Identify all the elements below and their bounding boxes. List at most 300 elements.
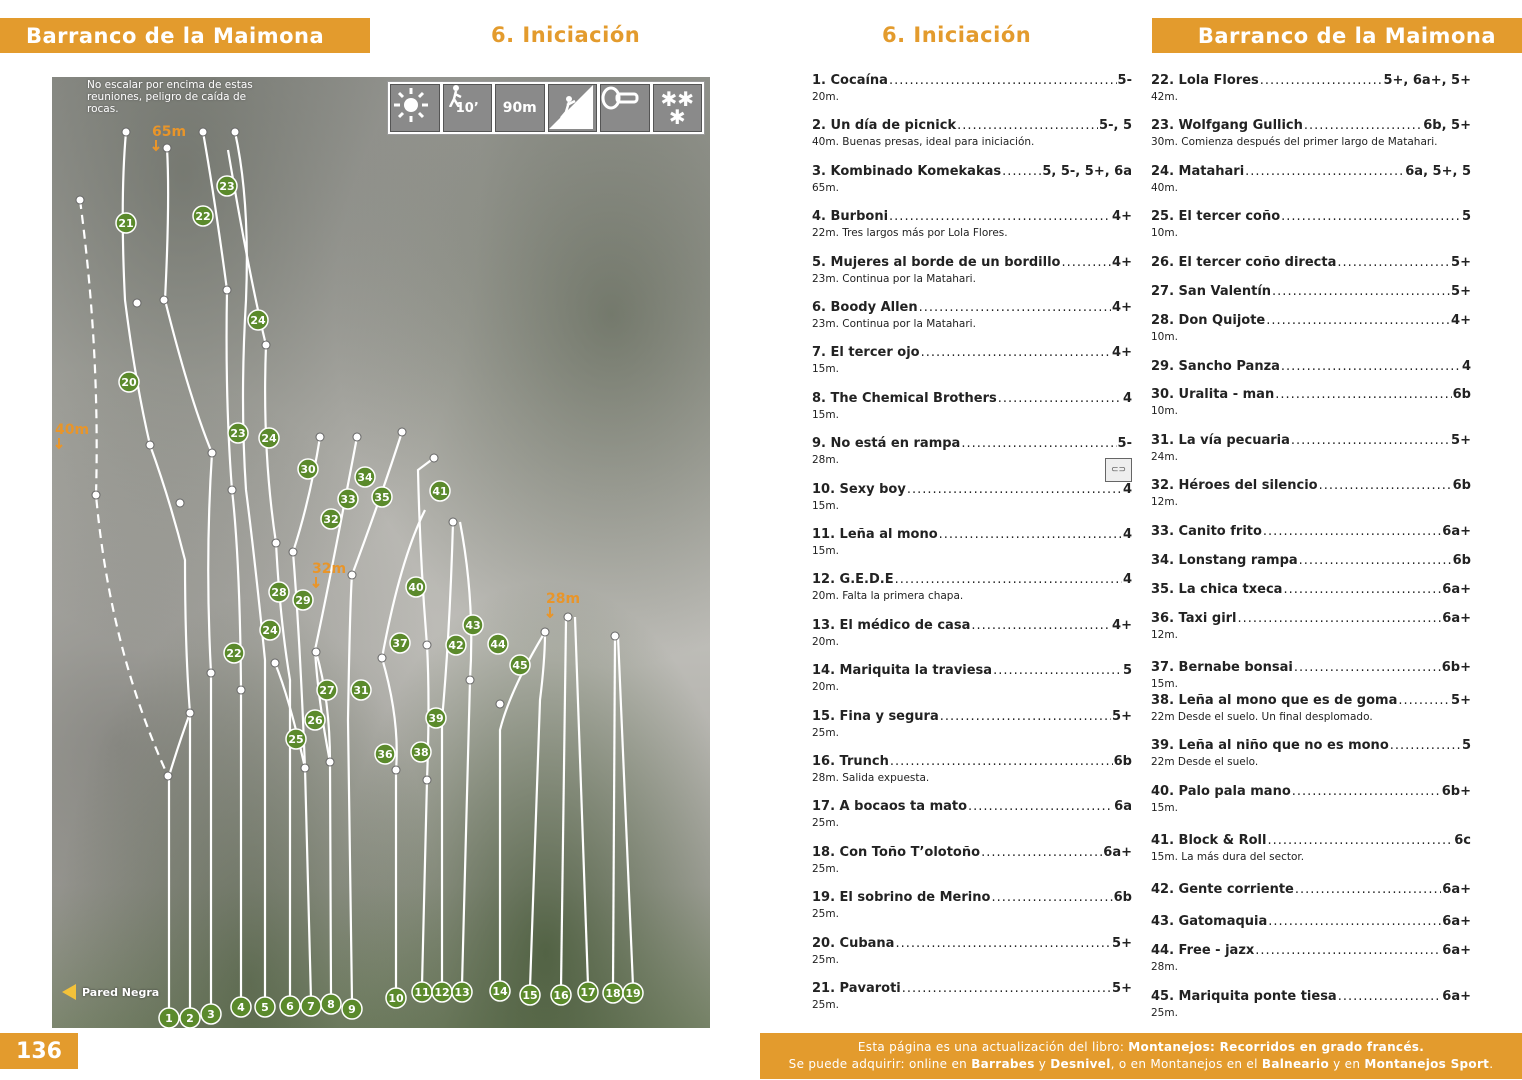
route-name: 43. Gatomaquia (1151, 914, 1268, 929)
route-title-line (812, 571, 1132, 588)
descent-arrow-icon (56, 438, 62, 448)
route-entry (812, 208, 1132, 240)
route-badge-number: 7 (307, 1000, 315, 1013)
route-title-line (1151, 208, 1471, 225)
route-title-line (1151, 163, 1471, 180)
route-note: 10m. (1151, 405, 1178, 417)
route-note: 65m. (812, 182, 839, 194)
pared-negra-link[interactable] (62, 984, 159, 1000)
route-note: 12m. (1151, 629, 1178, 641)
route-title-line (1151, 432, 1471, 449)
route-name: 13. El médico de casa (812, 618, 971, 633)
leader-dots (961, 435, 1116, 452)
route-badge-number: 24 (250, 314, 266, 327)
quickdraw-icon (600, 84, 650, 132)
route-grade: 4+ (1451, 313, 1471, 328)
leader-dots (1061, 254, 1111, 271)
footer-text: . (1489, 1057, 1494, 1071)
route-badge-number: 34 (357, 471, 373, 484)
route-title-line (812, 935, 1132, 952)
route-name: 26. El tercer coño directa (1151, 255, 1337, 270)
route-note: 28m. Salida expuesta. (812, 772, 930, 784)
route-badge-number: 3 (207, 1008, 215, 1021)
route-grade: 6c (1454, 833, 1471, 848)
route-badge (452, 982, 472, 1002)
route-title-line (1151, 523, 1471, 540)
route-badge (217, 176, 237, 196)
route-badge-number: 19 (625, 987, 641, 1000)
route-badge (375, 744, 395, 764)
route-name: 20. Cubana (812, 936, 895, 951)
leader-dots (957, 117, 1098, 134)
route-name: 14. Mariquita la traviesa (812, 663, 993, 678)
route-grade: 5+ (1451, 693, 1471, 708)
route-badge (280, 996, 300, 1016)
route-note: 40m. Buenas presas, ideal para iniciación. (812, 136, 1035, 148)
route-entry (1151, 832, 1471, 864)
route-badge-number: 18 (605, 987, 621, 1000)
leader-dots (981, 844, 1102, 861)
route-title-line (812, 72, 1132, 89)
route-name: 12. G.E.D.E (812, 572, 894, 587)
route-grade: 5- (1117, 73, 1132, 88)
leader-dots (1294, 659, 1441, 676)
leader-dots (939, 526, 1122, 543)
route-note: 40m. (1151, 182, 1178, 194)
leader-dots (1281, 358, 1461, 375)
route-badge-number: 44 (490, 638, 506, 651)
route-grade: 6a+ (1442, 943, 1471, 958)
route-entry (812, 889, 1132, 921)
route-note: 28m. (812, 454, 839, 466)
route-grade: 4+ (1112, 618, 1132, 633)
leader-dots (895, 571, 1122, 588)
route-grade: 6b (1113, 754, 1132, 769)
route-entry (1151, 477, 1471, 509)
route-badge (603, 983, 623, 1003)
route-badge-number: 28 (271, 586, 287, 599)
route-grade: 6b (1113, 890, 1132, 905)
route-badge-number: 31 (353, 684, 369, 697)
route-badge (551, 985, 571, 1005)
leader-dots (902, 980, 1111, 997)
route-badge (116, 213, 136, 233)
route-name: 39. Leña al niño que no es mono (1151, 738, 1389, 753)
route-entry (812, 526, 1132, 558)
route-title-line (1151, 386, 1471, 403)
route-title-line (1151, 283, 1471, 300)
route-title-line (1151, 477, 1471, 494)
route-name: 21. Pavaroti (812, 981, 901, 996)
route-badge (255, 997, 275, 1017)
route-title-line (1151, 581, 1471, 598)
route-badge (430, 481, 450, 501)
route-name: 42. Gente corriente (1151, 882, 1294, 897)
route-badge (510, 655, 530, 675)
route-title-line (1151, 783, 1471, 800)
rope-length-icon: 90m (495, 84, 545, 132)
route-badge (159, 1008, 179, 1028)
route-note: 20m. (812, 91, 839, 103)
route-note: 20m. (812, 636, 839, 648)
route-badge-number: 17 (580, 986, 596, 999)
leader-dots (1002, 163, 1041, 180)
route-badge-number: 35 (374, 491, 390, 504)
leader-dots (1295, 881, 1441, 898)
route-grade: 4 (1122, 572, 1132, 587)
route-grade: 6a+ (1442, 582, 1471, 597)
route-name: 9. No está en rampa (812, 436, 961, 451)
footer-text: , o en Montanejos en el (1110, 1057, 1262, 1071)
right-area-title: Barranco de la Maimona (1152, 18, 1522, 53)
leader-dots (1272, 283, 1450, 300)
arrow-left-icon (62, 984, 76, 1000)
leader-dots (1263, 523, 1441, 540)
route-badge-number: 33 (340, 493, 356, 506)
route-name: 16. Trunch (812, 754, 889, 769)
quickdraw-note-icon: ⊂⊃ (1105, 458, 1132, 482)
route-badge-number: 8 (327, 998, 335, 1011)
leader-dots (890, 753, 1113, 770)
route-grade: 4 (1461, 359, 1471, 374)
route-name: 32. Héroes del silencio (1151, 478, 1318, 493)
route-badge-number: 11 (414, 986, 430, 999)
route-name: 27. San Valentín (1151, 284, 1272, 299)
route-entry (1151, 117, 1471, 149)
route-title-line (812, 617, 1132, 634)
route-name: 44. Free - jazx (1151, 943, 1255, 958)
route-entry (1151, 659, 1471, 691)
leader-dots (1299, 552, 1452, 569)
route-badge (286, 729, 306, 749)
route-title-line (1151, 312, 1471, 329)
route-title-line (812, 980, 1132, 997)
route-note: 15m. (1151, 678, 1178, 690)
route-note: 10m. (1151, 331, 1178, 343)
route-entry (812, 299, 1132, 331)
route-badge (490, 981, 510, 1001)
route-note: 22m Desde el suelo. (1151, 756, 1259, 768)
route-badge (446, 635, 466, 655)
route-note: 12m. (1151, 496, 1178, 508)
route-badge (355, 467, 375, 487)
height-labels (55, 124, 580, 617)
route-title-line (812, 662, 1132, 679)
route-title-line (812, 481, 1132, 498)
route-grade: 4 (1122, 391, 1132, 406)
route-entry (812, 163, 1132, 195)
route-grade: 5 (1461, 209, 1471, 224)
leader-dots (1338, 988, 1442, 1005)
route-badge (390, 633, 410, 653)
route-name: 11. Leña al mono (812, 527, 938, 542)
route-badge (260, 620, 280, 640)
route-grade: 5 (1122, 663, 1132, 678)
route-note: 25m. (812, 954, 839, 966)
route-grade: 6b+ (1441, 784, 1471, 799)
pared-negra-label: Pared Negra (82, 985, 160, 999)
route-name: 17. A bocaos ta mato (812, 799, 968, 814)
route-entry (1151, 163, 1471, 195)
route-badge (488, 634, 508, 654)
route-name: 6. Boody Allen (812, 300, 918, 315)
route-grade: 5 (1461, 738, 1471, 753)
route-title-line (812, 117, 1132, 134)
route-entry (812, 435, 1132, 467)
leader-dots (993, 662, 1122, 679)
route-title-line (812, 299, 1132, 316)
route-grade: 6b (1452, 553, 1471, 568)
route-grade: 5+ (1451, 433, 1471, 448)
route-grade: 5+ (1112, 981, 1132, 996)
leader-dots (1255, 942, 1441, 959)
route-title-line (812, 708, 1132, 725)
route-entry (1151, 386, 1471, 418)
leader-dots (1238, 610, 1442, 627)
route-title-line (812, 844, 1132, 861)
route-badge (372, 487, 392, 507)
route-entry (1151, 942, 1471, 974)
route-note: 30m. Comienza después del primer largo de Matahari. (1151, 136, 1438, 148)
route-note: 15m. (812, 363, 839, 375)
leader-dots (971, 617, 1111, 634)
route-entry (1151, 988, 1471, 1020)
route-badge-number: 43 (465, 619, 481, 632)
route-entry (1151, 692, 1471, 724)
left-area-title: Barranco de la Maimona (0, 18, 370, 53)
route-badge-number: 10 (388, 992, 404, 1005)
route-note: 25m. (812, 727, 839, 739)
route-title-line (1151, 117, 1471, 134)
route-entry (1151, 523, 1471, 540)
route-badge (351, 680, 371, 700)
route-note: 24m. (1151, 451, 1178, 463)
leader-dots (1283, 581, 1441, 598)
route-title-line (812, 344, 1132, 361)
route-badge (386, 988, 406, 1008)
route-grade: 5-, 5 (1099, 118, 1132, 133)
route-badge-number: 4 (237, 1001, 245, 1014)
stars-icon: ✱✱ ✱ (653, 84, 703, 132)
route-grade: 6a+ (1442, 611, 1471, 626)
route-badge-number: 15 (522, 989, 538, 1002)
leader-dots (1268, 913, 1441, 930)
route-entry (1151, 783, 1471, 815)
leader-dots (1337, 254, 1450, 271)
route-title-line (1151, 692, 1471, 709)
route-badge-number: 32 (323, 513, 339, 526)
route-note: 20m. (812, 681, 839, 693)
route-badge (224, 643, 244, 663)
route-badge (317, 680, 337, 700)
route-badge (293, 590, 313, 610)
route-entry (812, 935, 1132, 967)
route-badge-number: 30 (300, 463, 316, 476)
route-entry (1151, 283, 1471, 300)
route-title-line (1151, 552, 1471, 569)
route-title-line (1151, 659, 1471, 676)
left-section-title: 6. Iniciación (491, 23, 641, 47)
route-badge-number: 23 (219, 180, 235, 193)
sun-icon (390, 84, 440, 132)
route-title-line (812, 435, 1132, 452)
route-entry (1151, 610, 1471, 642)
route-grade: 6a+ (1442, 524, 1471, 539)
leader-dots (998, 390, 1122, 407)
route-title-line (1151, 610, 1471, 627)
route-name: 22. Lola Flores (1151, 73, 1259, 88)
route-title-line (812, 753, 1132, 770)
leader-dots (991, 889, 1112, 906)
route-title-line (812, 163, 1132, 180)
route-grade: 5, 5-, 5+, 6a (1042, 164, 1132, 179)
route-badge (578, 982, 598, 1002)
route-grade: 4 (1122, 527, 1132, 542)
route-entry (812, 72, 1132, 104)
route-title-line (812, 208, 1132, 225)
route-note: 25m. (1151, 1007, 1178, 1019)
route-note: 25m. (812, 908, 839, 920)
route-name: 18. Con Toño T’olotoño (812, 845, 981, 860)
route-entry (812, 617, 1132, 649)
route-badge (463, 615, 483, 635)
height-label: 65m (152, 124, 187, 140)
route-badge (201, 1004, 221, 1024)
route-badge-number: 21 (118, 217, 134, 230)
book-title: Montanejos: Recorridos en grado francés. (1128, 1040, 1425, 1054)
route-badge-number: 38 (413, 746, 429, 759)
route-name: 19. El sobrino de Merino (812, 890, 991, 905)
leader-dots (1275, 386, 1451, 403)
route-badge-number: 5 (261, 1001, 269, 1014)
route-title-line (1151, 737, 1471, 754)
route-badge (305, 710, 325, 730)
route-entry (1151, 737, 1471, 769)
route-badge (231, 997, 251, 1017)
route-grade: 6a (1114, 799, 1132, 814)
route-entry (1151, 312, 1471, 344)
route-name: 28. Don Quijote (1151, 313, 1266, 328)
route-entry (812, 753, 1132, 785)
route-title-line (1151, 942, 1471, 959)
footer-text: Se puede adquirir: online en (788, 1057, 972, 1071)
route-name: 34. Lonstang rampa (1151, 553, 1298, 568)
route-grade: 4+ (1112, 255, 1132, 270)
route-badge (432, 982, 452, 1002)
route-note: 25m. (812, 863, 839, 875)
route-entry (812, 254, 1132, 286)
route-badge-number: 23 (230, 427, 246, 440)
route-badge (411, 742, 431, 762)
route-badge-number: 41 (432, 485, 448, 498)
route-entry (812, 844, 1132, 876)
route-badge (269, 582, 289, 602)
leader-dots (1398, 692, 1450, 709)
route-entry (1151, 913, 1471, 930)
route-title-line (1151, 254, 1471, 271)
route-badge (342, 999, 362, 1019)
route-title-line (1151, 913, 1471, 930)
route-title-line (812, 254, 1132, 271)
route-entry (1151, 358, 1471, 375)
route-badge-number: 36 (377, 748, 393, 761)
route-badge-number: 9 (348, 1003, 356, 1016)
route-name: 1. Cocaína (812, 73, 888, 88)
route-badge (228, 423, 248, 443)
shop-barrabes-link[interactable]: Barrabes (971, 1057, 1035, 1071)
shop-montanejos-sport: Montanejos Sport (1364, 1057, 1490, 1071)
route-name: 4. Burboni (812, 209, 889, 224)
height-label: 40m (55, 422, 90, 438)
route-grade: 5- (1117, 436, 1132, 451)
route-entry (1151, 552, 1471, 569)
route-note: 42m. (1151, 91, 1178, 103)
height-label: 28m (546, 591, 581, 607)
leader-dots (968, 798, 1113, 815)
route-title-line (812, 889, 1132, 906)
route-badge-number: 16 (553, 989, 569, 1002)
descent-arrow-icon (547, 607, 553, 617)
right-section-title: 6. Iniciación (882, 23, 1032, 47)
route-entry (812, 481, 1132, 513)
route-badge (426, 708, 446, 728)
route-lines (80, 132, 633, 1010)
descent-arrow-icon (313, 577, 319, 587)
route-name: 35. La chica txeca (1151, 582, 1283, 597)
route-name: 38. Leña al mono que es de goma (1151, 693, 1398, 708)
route-title-line (1151, 832, 1471, 849)
leader-dots (1304, 117, 1422, 134)
route-entry (812, 571, 1132, 603)
route-badge-number: 20 (121, 376, 137, 389)
leader-dots (1266, 312, 1450, 329)
route-name: 24. Matahari (1151, 164, 1245, 179)
shop-desnivel-link[interactable]: Desnivel (1050, 1057, 1111, 1071)
route-name: 8. The Chemical Brothers (812, 391, 997, 406)
route-info-icons (387, 81, 705, 135)
leader-dots (1281, 208, 1461, 225)
route-note: 23m. Continua por la Matahari. (812, 273, 976, 285)
route-badge-number: 39 (428, 712, 444, 725)
route-title-line (1151, 358, 1471, 375)
leader-dots (1267, 832, 1453, 849)
route-grade: 5+ (1451, 284, 1471, 299)
route-title-line (1151, 988, 1471, 1005)
height-label: 32m (312, 561, 347, 577)
route-entry (812, 390, 1132, 422)
route-badge-number: 14 (492, 985, 508, 998)
route-badge (248, 310, 268, 330)
route-badge-number: 1 (165, 1012, 173, 1025)
route-badge-number: 6 (286, 1000, 294, 1013)
route-badge-number: 22 (195, 210, 211, 223)
route-note: 25m. (812, 817, 839, 829)
slab-climber-icon (548, 84, 598, 132)
leader-dots (907, 481, 1122, 498)
route-grade: 6b (1452, 478, 1471, 493)
route-grade: 6a, 5+, 5 (1405, 164, 1471, 179)
leader-dots (889, 208, 1111, 225)
leader-dots (1390, 737, 1461, 754)
route-badge (406, 577, 426, 597)
route-entry (812, 980, 1132, 1012)
route-grade: 5+ (1451, 255, 1471, 270)
route-entry (812, 798, 1132, 830)
route-entry (812, 708, 1132, 740)
leader-dots (1260, 72, 1383, 89)
route-entry (1151, 881, 1471, 898)
route-badge (338, 489, 358, 509)
